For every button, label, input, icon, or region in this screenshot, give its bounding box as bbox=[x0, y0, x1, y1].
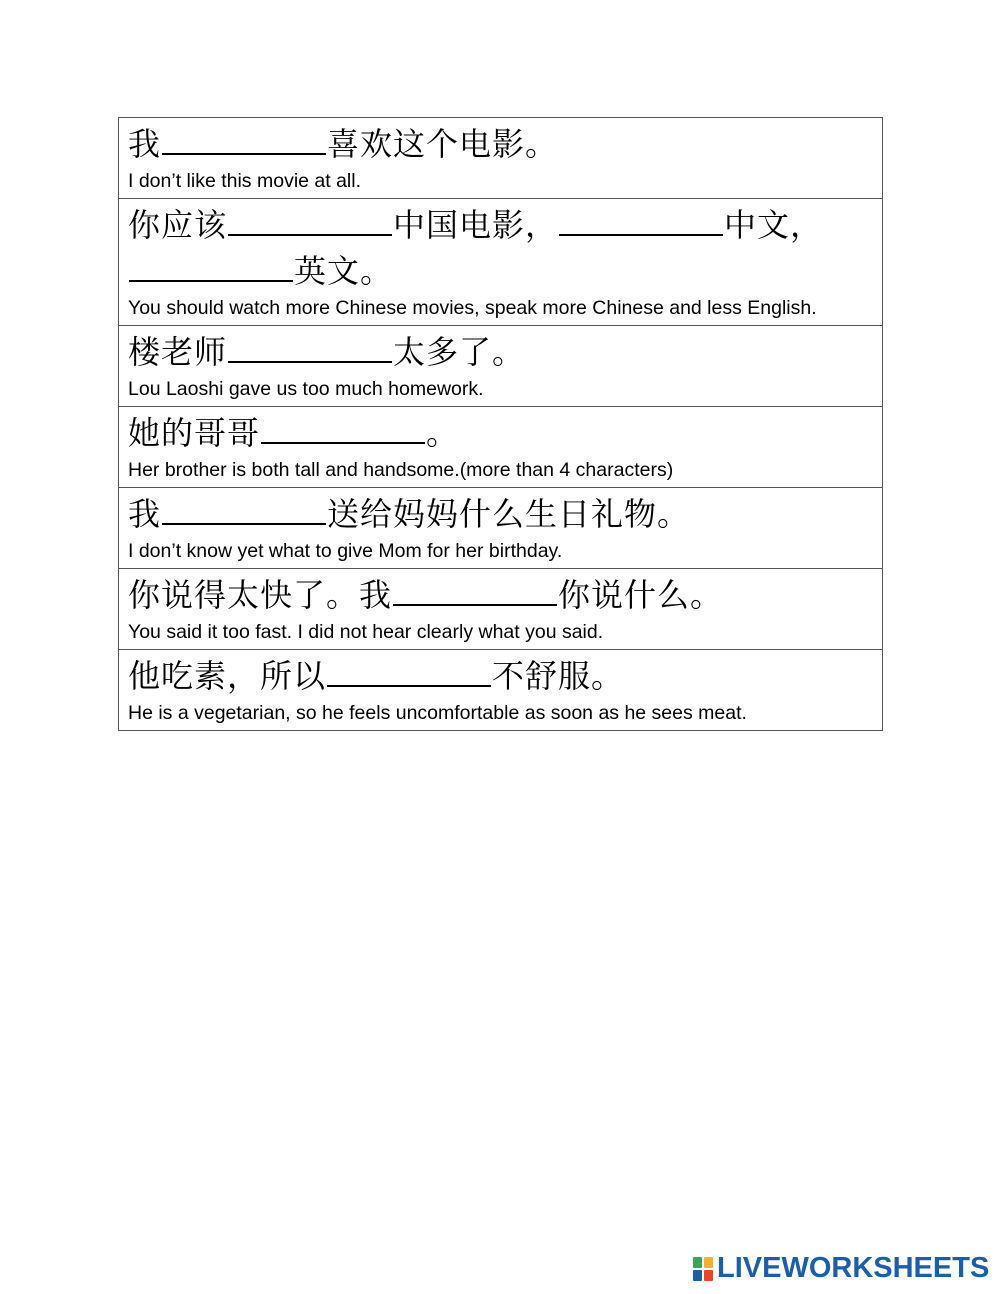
logo-square-red bbox=[704, 1270, 713, 1281]
sentence-row-1 bbox=[119, 118, 882, 198]
sentence-text: 喜欢这个电影。 bbox=[327, 125, 559, 163]
answer-blank[interactable] bbox=[559, 206, 723, 236]
sentence-row-7 bbox=[119, 649, 882, 730]
english-translation: Lou Laoshi gave us too much homework. bbox=[128, 378, 484, 400]
sentence-row-3 bbox=[119, 325, 882, 406]
sentence-text: 我 bbox=[128, 495, 162, 533]
english-translation: Her brother is both tall and handsome.(more than 4 characters) bbox=[128, 459, 674, 481]
sentence-text: 你应该 bbox=[128, 206, 228, 244]
answer-blank[interactable] bbox=[228, 206, 392, 236]
sentence-text: 你说得太快了。我 bbox=[128, 576, 393, 614]
sentence-text: 我 bbox=[128, 125, 162, 163]
chinese-sentence bbox=[128, 572, 874, 618]
chinese-sentence bbox=[128, 653, 874, 699]
logo-square-blue bbox=[693, 1270, 702, 1281]
answer-blank[interactable] bbox=[129, 252, 293, 282]
sentence-text: 中国电影， bbox=[393, 206, 559, 244]
sentence-text: 英文。 bbox=[294, 252, 394, 290]
logo-text: LIVEWORKSHEETS bbox=[717, 1252, 990, 1284]
sentence-text: 太多了。 bbox=[393, 333, 526, 371]
logo-icon bbox=[693, 1257, 713, 1281]
english-translation: I don’t like this movie at all. bbox=[128, 170, 362, 192]
sentence-text: 他吃素，所以 bbox=[128, 657, 327, 695]
chinese-sentence bbox=[128, 121, 874, 167]
sentence-row-4 bbox=[119, 406, 882, 487]
answer-blank[interactable] bbox=[228, 333, 392, 363]
english-translation: You said it too fast. I did not hear clearly what you said. bbox=[128, 621, 604, 643]
english-translation: I don’t know yet what to give Mom for her birthday. bbox=[128, 540, 563, 562]
chinese-sentence bbox=[128, 491, 874, 537]
sentence-text: 楼老师 bbox=[128, 333, 228, 371]
sentence-row-6 bbox=[119, 568, 882, 649]
answer-blank[interactable] bbox=[162, 125, 326, 155]
chinese-sentence bbox=[128, 410, 874, 456]
chinese-sentence bbox=[128, 329, 874, 375]
exercise-table bbox=[118, 117, 883, 731]
sentence-text: 不舒服。 bbox=[492, 657, 625, 695]
logo-square-yellow bbox=[704, 1257, 713, 1268]
sentence-row-2 bbox=[119, 198, 882, 325]
sentence-text: 。 bbox=[426, 414, 460, 452]
english-translation: He is a vegetarian, so he feels uncomfortable as soon as he sees meat. bbox=[128, 702, 747, 724]
answer-blank[interactable] bbox=[327, 657, 491, 687]
sentence-text: 送给妈妈什么生日礼物。 bbox=[327, 495, 691, 533]
answer-blank[interactable] bbox=[162, 495, 326, 525]
answer-blank[interactable] bbox=[261, 414, 425, 444]
sentence-text: 你说什么。 bbox=[558, 576, 724, 614]
answer-blank[interactable] bbox=[393, 576, 557, 606]
english-translation: You should watch more Chinese movies, speak more Chinese and less English. bbox=[128, 297, 817, 319]
chinese-sentence bbox=[128, 202, 874, 294]
liveworksheets-logo bbox=[693, 1252, 989, 1285]
sentence-text: 中文， bbox=[724, 206, 824, 244]
logo-square-green bbox=[693, 1257, 702, 1268]
sentence-row-5 bbox=[119, 487, 882, 568]
sentence-text: 她的哥哥 bbox=[128, 414, 261, 452]
